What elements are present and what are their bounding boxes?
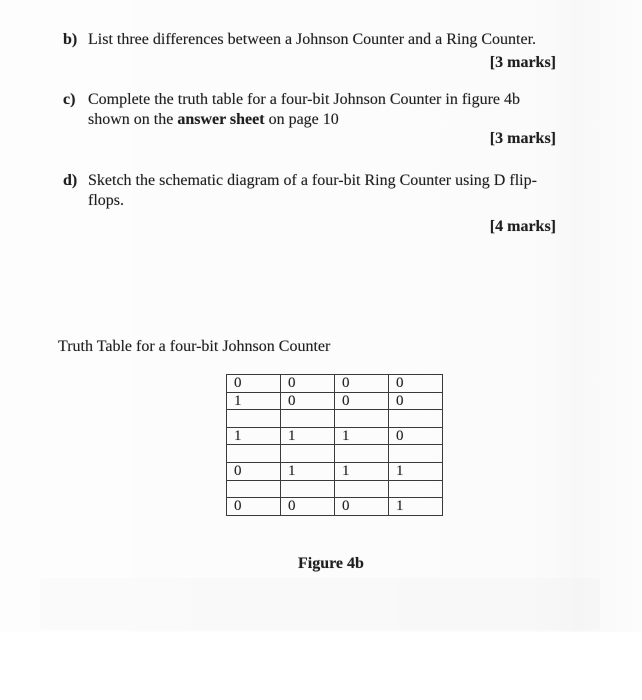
table-cell: 1	[227, 392, 281, 410]
table-cell: 1	[281, 427, 335, 445]
question-d-text-line1: Sketch the schematic diagram of a four-bit Ring Counter using D flip-	[88, 172, 537, 189]
table-cell	[335, 410, 389, 428]
table-cell: 0	[335, 375, 389, 393]
table-cell: 0	[227, 462, 281, 480]
figure-caption: Figure 4b	[298, 555, 364, 572]
question-c-line2-prefix: shown on the	[88, 111, 178, 128]
table-cell: 1	[335, 427, 389, 445]
question-d-marks: [4 marks]	[489, 218, 556, 235]
table-cell	[227, 480, 281, 498]
table-cell	[389, 445, 443, 463]
table-cell: 1	[227, 427, 281, 445]
table-cell	[227, 410, 281, 428]
table-cell: 0	[281, 498, 335, 516]
table-cell: 0	[335, 392, 389, 410]
johnson-counter-truth-table	[226, 374, 443, 516]
table-row-empty	[227, 445, 443, 463]
table-cell	[389, 480, 443, 498]
table-cell	[227, 445, 281, 463]
table-cell: 0	[281, 392, 335, 410]
table-cell	[389, 410, 443, 428]
table-cell: 1	[389, 498, 443, 516]
table-cell: 0	[281, 375, 335, 393]
table-cell	[335, 445, 389, 463]
table-cell: 1	[281, 462, 335, 480]
question-c-letter: c)	[63, 91, 76, 108]
table-cell: 0	[227, 498, 281, 516]
table-cell: 1	[335, 462, 389, 480]
table-cell: 0	[389, 375, 443, 393]
question-b-marks: [3 marks]	[489, 54, 556, 71]
question-c-text-line2	[88, 110, 339, 130]
question-c-text-line1: Complete the truth table for a four-bit Johnson Counter in figure 4b	[88, 91, 521, 108]
question-d-letter: d)	[63, 172, 78, 189]
table-cell: 0	[389, 392, 443, 410]
table-cell	[281, 480, 335, 498]
table-cell: 0	[389, 427, 443, 445]
question-c-line2-suffix: on page 10	[264, 111, 339, 128]
table-row	[227, 427, 443, 445]
truth-table-title: Truth Table for a four-bit Johnson Counter	[58, 338, 331, 355]
table-cell: 0	[335, 498, 389, 516]
table-row-empty	[227, 410, 443, 428]
table-cell: 1	[389, 462, 443, 480]
table-row	[227, 462, 443, 480]
question-d-text-line2: flops.	[88, 192, 124, 209]
question-b-letter: b)	[63, 31, 78, 48]
scan-noise-band	[40, 578, 600, 630]
question-b-text: List three differences between a Johnson Counter and a Ring Counter.	[88, 31, 537, 48]
table-cell	[281, 410, 335, 428]
table-row	[227, 392, 443, 410]
question-c-line2-bold: answer sheet	[177, 111, 265, 128]
question-c-marks: [3 marks]	[489, 130, 556, 147]
table-row-empty	[227, 480, 443, 498]
table-row	[227, 375, 443, 393]
table-cell: 0	[227, 375, 281, 393]
table-cell	[335, 480, 389, 498]
table-row	[227, 498, 443, 516]
table-cell	[281, 445, 335, 463]
